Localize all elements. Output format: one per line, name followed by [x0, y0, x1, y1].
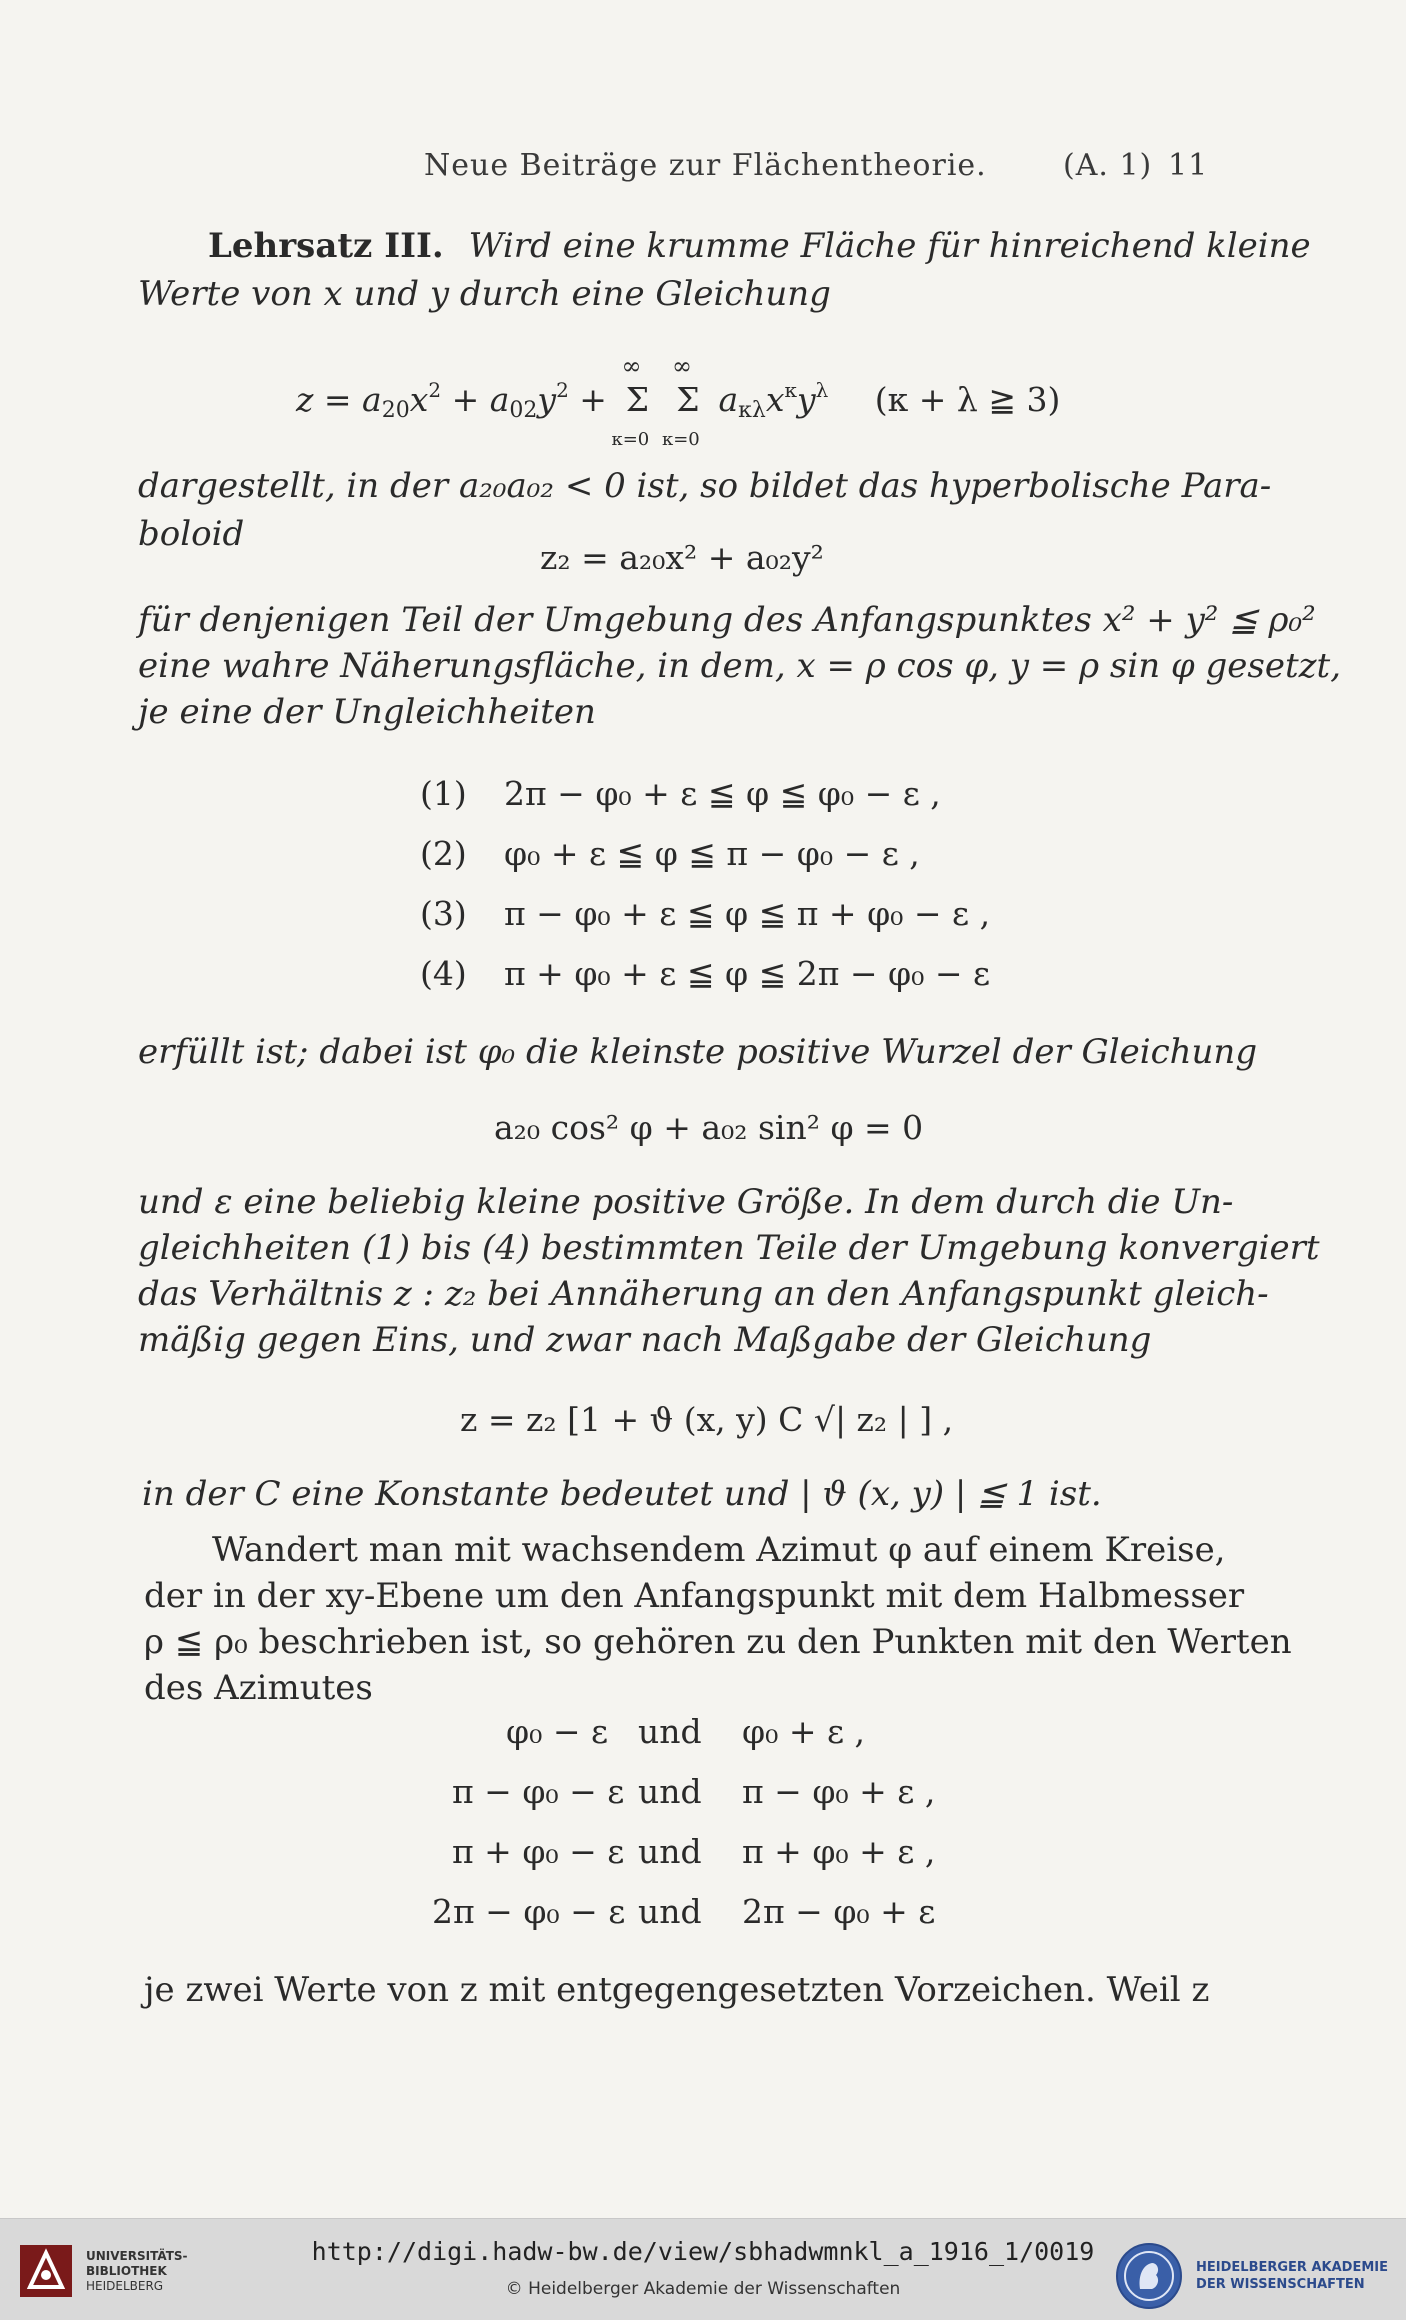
inequality-3-number: (3)	[420, 894, 467, 933]
equation-series-condition: (κ + λ ≧ 3)	[874, 380, 1061, 419]
footer-bar	[0, 2218, 1406, 2320]
azimuth-row-2-right: π − φ₀ + ε ,	[742, 1772, 936, 1811]
copyright-notice: © Heidelberger Akademie der Wissenschaften	[505, 2279, 901, 2299]
text-wandert-1: Wandert man mit wachsendem Azimut φ auf einem Kreise,	[212, 1530, 1226, 1570]
text-dargestellt-2: boloid	[138, 514, 245, 554]
azimuth-row-2-mid: und	[638, 1772, 702, 1811]
azimuth-row-3-left: π + φ₀ − ε	[452, 1832, 625, 1871]
text-und-3: das Verhältnis z : z₂ bei Annäherung an den Anfangspunkt gleich-	[138, 1274, 1269, 1314]
azimuth-row-2-left: π − φ₀ − ε	[452, 1772, 625, 1811]
text-fuer-2: eine wahre Näherungsfläche, in dem, x = ρ cos φ, y = ρ sin φ gesetzt,	[138, 646, 1342, 686]
inequality-1-number: (1)	[420, 774, 467, 813]
azimuth-row-1-mid: und	[638, 1712, 702, 1751]
equation-series: $z = a_{20}x^2 + a_{02}y^2 + \Sigma$ ∞ κ=0 Σ ∞ κ=0 $a_{\kappa\lambda}x^\kappa y^\lambda$ (κ + λ ≧ 3)	[296, 352, 1061, 450]
azimuth-row-3-mid: und	[638, 1832, 702, 1871]
text-je-zwei: je zwei Werte von z mit entgegengesetzten Vorzeichen. Weil z	[144, 1970, 1210, 2010]
inequality-1: 2π − φ₀ + ε ≦ φ ≦ φ₀ − ε ,	[504, 774, 941, 813]
azimuth-row-1-right: φ₀ + ε ,	[742, 1712, 866, 1751]
theorem-text: Wird eine krumme Fläche für hinreichend kleine	[468, 226, 1311, 266]
text-fuer-3: je eine der Ungleichheiten	[138, 692, 596, 732]
running-title: Neue Beiträge zur Flächentheorie.	[424, 148, 987, 183]
azimuth-row-4-left: 2π − φ₀ − ε	[432, 1892, 626, 1931]
text-konstante: in der C eine Konstante bedeutet und | ϑ (x, y) | ≦ 1 ist.	[142, 1474, 1102, 1514]
theorem-line-1	[208, 226, 1311, 266]
text-wandert-3: ρ ≦ ρ₀ beschrieben ist, so gehören zu den Punkten mit den Werten	[144, 1622, 1292, 1662]
theorem-line-2: Werte von x und y durch eine Gleichung	[138, 274, 831, 314]
academy-logo-text: HEIDELBERGER AKADEMIE DER WISSENSCHAFTEN	[1196, 2260, 1388, 2292]
inequality-2: φ₀ + ε ≦ φ ≦ π − φ₀ − ε ,	[504, 834, 920, 873]
inequality-2-number: (2)	[420, 834, 467, 873]
academy-medallion-icon	[1114, 2241, 1184, 2311]
inequality-4: π + φ₀ + ε ≦ φ ≦ 2π − φ₀ − ε	[504, 954, 991, 993]
inequality-3: π − φ₀ + ε ≦ φ ≦ π + φ₀ − ε ,	[504, 894, 991, 933]
text-und-4: mäßig gegen Eins, und zwar nach Maßgabe der Gleichung	[138, 1320, 1152, 1360]
text-wandert-2: der in der xy-Ebene um den Anfangspunkt mit dem Halbmesser	[144, 1576, 1245, 1616]
equation-root: a₂₀ cos² φ + a₀₂ sin² φ = 0	[494, 1108, 924, 1147]
text-dargestellt-1: dargestellt, in der a₂₀a₀₂ < 0 ist, so bildet das hyperbolische Para-	[138, 466, 1272, 506]
permalink-url[interactable]: http://digi.hadw-bw.de/view/sbhadwmnkl_a_1916_1/0019	[311, 2237, 1095, 2266]
equation-z2: z₂ = a₂₀x² + a₀₂y²	[540, 538, 824, 577]
azimuth-row-4-right: 2π − φ₀ + ε	[742, 1892, 936, 1931]
text-wandert-4: des Azimutes	[144, 1668, 373, 1708]
page-number: 11	[1168, 148, 1209, 183]
text-und-2: gleichheiten (1) bis (4) bestimmten Teile der Umgebung konvergiert	[138, 1228, 1320, 1268]
section-label: (A. 1)	[1063, 148, 1153, 183]
inequality-4-number: (4)	[420, 954, 467, 993]
text-erfuellt: erfüllt ist; dabei ist φ₀ die kleinste positive Wurzel der Gleichung	[138, 1032, 1258, 1072]
azimuth-row-4-mid: und	[638, 1892, 702, 1931]
academy-logo[interactable]	[1114, 2241, 1388, 2311]
azimuth-row-1-left: φ₀ − ε	[506, 1712, 609, 1751]
text-und-1: und ε eine beliebig kleine positive Größe. In dem durch die Un-	[138, 1182, 1234, 1222]
theorem-label: Lehrsatz III.	[208, 226, 444, 266]
azimuth-row-3-right: π + φ₀ + ε ,	[742, 1832, 936, 1871]
text-fuer-1: für denjenigen Teil der Umgebung des Anfangspunktes x² + y² ≦ ρ₀²	[138, 600, 1316, 640]
equation-ratio: z = z₂ [1 + ϑ (x, y) C √| z₂ | ] ,	[460, 1400, 954, 1439]
library-logo-text: UNIVERSITÄTS- BIBLIOTHEK HEIDELBERG	[86, 2248, 188, 2293]
